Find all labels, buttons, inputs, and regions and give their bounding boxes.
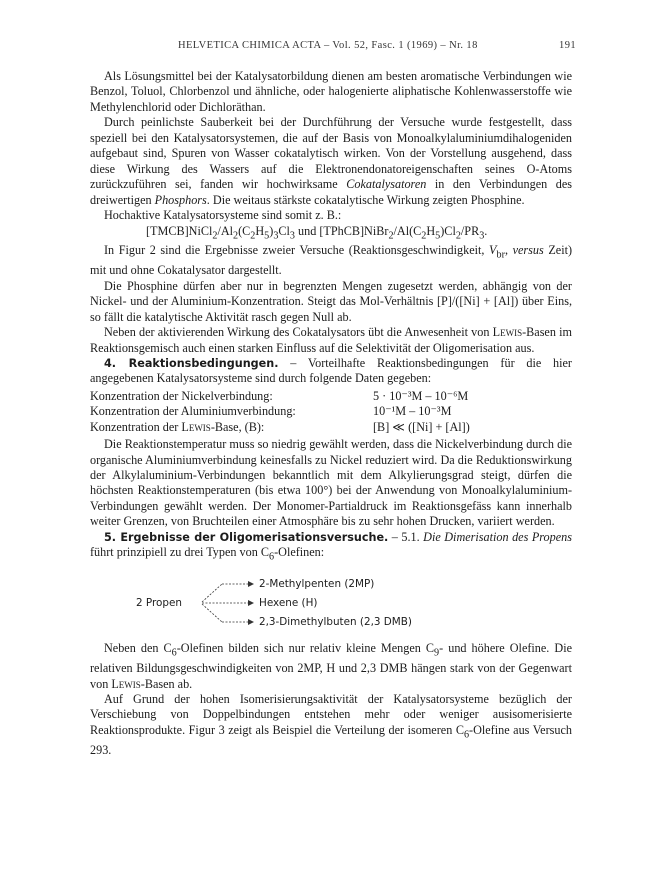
formula-part: ): [269, 223, 274, 238]
text-run: – Vorteilhafte Reaktionsbedingungen für die hier angegebenen Katalysatorsysteme sind durch folgende Daten gegeben:: [90, 356, 572, 386]
paragraph-lewis-bases: [90, 325, 572, 356]
condition-label: Konzentration der Aluminiumverbindung:: [90, 404, 296, 419]
catalyst-formula: [90, 224, 572, 244]
text-run: In Figur 2 sind die Ergebnisse zweier Versuche (Reaktionsgeschwindigkeit,: [104, 243, 490, 258]
scheme-product-dmb: 2,3-Dimethylbuten (2,3 DMB): [259, 616, 412, 629]
text-run: -Base, (B):: [210, 419, 265, 434]
arrowhead-middle: [248, 600, 254, 606]
paragraph-solvents: [90, 69, 572, 115]
formula-sub: 5: [435, 229, 441, 241]
formula-sub: 2: [233, 229, 239, 241]
formula-part: H: [426, 223, 436, 238]
conditions-row: [90, 389, 572, 404]
emphasis-phosphors: Phosphors: [154, 192, 207, 207]
formula-sub: 5: [264, 229, 270, 241]
text-run: Die Reaktionstemperatur muss so niedrig gewählt werden, dass die Nickelverbindung durch die organische Aluminiumverbindung keinesfalls zu Nickel reduziert wird. Da die Reduktionswirkung der Alkylaluminium-Verbindungen bekanntlich mit dem Alkylierungsgrad steigt, dürfen die höchsten Reaktionstemperaturen (bis etwa 100°) bei der Anwendung von Monoalkylaluminium-Verbindungen gewählt werden. Der Monomer-Partialdruck im Reaktionsgefäss kann innerhalb weiter Grenzen, von Bruchteilen einer Atmosphäre bis zu sehr hohen Drucken, variiert werden.: [90, 437, 572, 529]
conditions-row: [90, 404, 572, 419]
formula-sub: 2: [388, 229, 394, 241]
formula-sub: 3: [479, 229, 485, 241]
text-run: Neben den C: [104, 641, 172, 656]
text-run: Die Phosphine dürfen aber nur in begrenzten Mengen zugesetzt werden, abhängig von der Nickel- und der Aluminium-Konzentration. Steigt das Mol-Verhältnis [P]/([Ni] + [Al]) über Eins, so fällt die katalytische Aktivität rasch gegen Null ab.: [90, 278, 572, 324]
formula-sub: 3: [273, 229, 279, 241]
symbol-v: V: [489, 243, 497, 258]
text-run: Auf Grund der hohen Isomerisierungsaktivität der Katalysatorsysteme bezüglich der Verschiebung von Doppelbindungen entstehen mehr oder weniger ausisomerisierte Reaktionsprodukte. Figur 3 zeigt als Beispiel die Verteilung der isomeren C: [90, 691, 572, 737]
formula-part: H: [255, 223, 265, 238]
section-5-heading: 5. Ergebnisse der Oligomerisationsversuche.: [104, 530, 389, 544]
arrowhead-lower: [248, 619, 254, 625]
text-run: Zeit) mit und ohne Cokatalysator dargestellt.: [90, 243, 573, 278]
formula-part: Cl: [278, 223, 290, 238]
formula-sub: 2: [421, 229, 427, 241]
condition-value: [B] ≪ ([Ni] + [Al]): [373, 419, 470, 434]
main-text: [90, 69, 572, 758]
page-number: 191: [559, 40, 576, 51]
arrow-line-upper: [202, 584, 222, 602]
section-5-heading-paragraph: [90, 530, 572, 565]
paragraph-isomerization: [90, 692, 572, 758]
condition-value: 10⁻¹M – 10⁻³M: [373, 404, 452, 419]
paragraph-solvents-text: Als Lösungsmittel bei der Katalysatorbildung dienen am besten aromatische Verbindungen wie Benzol, Toluol, Chlorbenzol und ähnliche, oder halogenierte aliphatische Kohlenwasserstoffe wie Methylenchlorid oder Dichloräthan.: [90, 69, 572, 114]
text-run: – 5.1.: [388, 529, 424, 544]
paragraph-temperature-pressure: [90, 437, 572, 530]
paragraph-cocatalysts: [90, 115, 572, 208]
text-run: Hochaktive Katalysatorsysteme sind somit z. B.:: [104, 208, 342, 223]
subscript: 6: [463, 729, 470, 741]
text-run: in den Verbindungen des dreiwertigen: [90, 177, 572, 207]
text-run: Neben der aktivierenden Wirkung des Cokatalysators übt die Anwesenheit von: [104, 325, 493, 340]
text-run: -Olefinen bilden sich nur relativ kleine Mengen C: [176, 641, 435, 656]
text-run: Konzentration der: [90, 419, 182, 434]
condition-value: 5 · 10⁻³M – 10⁻⁶M: [373, 388, 469, 403]
running-title: HELVETICA CHIMICA ACTA – Vol. 52, Fasc. 1 (1969) – Nr. 18: [178, 40, 478, 51]
text-run: -Basen im Reaktionsgemisch auch einen starken Einfluss auf die Selektivität der Oligomerisation aus.: [90, 325, 572, 355]
subscript: 6: [269, 551, 275, 563]
running-header: [100, 40, 576, 54]
text-run: Durch peinlichste Sauberkeit bei der Durchführung der Versuche wurde festgestellt, dass speziell bei den Katalysatorsystemen, die auf der Basis von Monoalkylaluminiumdihalogeniden aufgebaut sind, Spuren von Wasser cokatalytisch wirken. Von der Vorstellung ausgehend, dass diese Wirkung des Wassers auf die Elektronendonatoreigenschaften seines O-Atoms zurückzuführen sei, fanden wir hochwirksame: [90, 115, 572, 192]
formula-part: [TPhCB]NiBr: [319, 223, 389, 238]
formula-part: [TMCB]NiCl: [146, 223, 213, 238]
conditions-row: [90, 420, 572, 435]
text-run: . Die weitaus stärkste cokatalytische Wirkung zeigten Phosphine.: [206, 192, 525, 207]
subscript: 6: [171, 647, 177, 659]
dimerization-scheme: [90, 571, 572, 635]
formula-sub: 3: [289, 229, 295, 241]
formula-part: /PR: [460, 223, 480, 238]
condition-label: Konzentration der Nickelverbindung:: [90, 388, 273, 403]
scheme-reactant: 2 Propen: [136, 597, 182, 610]
formula-sub: 2: [455, 229, 461, 241]
section-4-heading: 4. Reaktionsbedingungen.: [104, 357, 279, 371]
formula-part: und: [294, 223, 320, 238]
scheme-product-2mp: 2-Methylpenten (2MP): [259, 578, 375, 591]
paragraph-c6-olefins: [90, 641, 572, 692]
text-run: -Basen ab.: [140, 676, 193, 691]
paragraph-figure-2: [90, 243, 572, 278]
section-4-heading-paragraph: [90, 356, 572, 387]
formula-sub: 2: [212, 229, 218, 241]
formula-part: )Cl: [440, 223, 456, 238]
formula-part: /Al(C: [393, 223, 422, 238]
text-run: -Olefine aus Versuch 293.: [90, 722, 572, 757]
scheme-product-hexene: Hexene (H): [259, 597, 318, 610]
symbol-v-sub: br: [496, 249, 505, 261]
subscript: 9: [434, 647, 440, 659]
paragraph-systems-intro: [90, 208, 572, 223]
formula-sub: 2: [250, 229, 256, 241]
conditions-table: [90, 389, 572, 435]
text-run: - und höhere Olefine. Die relativen Bildungsgeschwindigkeiten von 2MP, H und 2,3 DMB hängen stark von der Gegenwart von: [90, 641, 572, 691]
paragraph-phosphine-limit: [90, 279, 572, 325]
text-run: führt prinzipiell zu drei Typen von C: [90, 545, 269, 560]
formula-part: (C: [238, 223, 251, 238]
formula-part: .: [484, 223, 488, 238]
condition-label: [90, 420, 373, 435]
arrow-line-lower: [202, 604, 222, 622]
arrowhead-upper: [248, 581, 254, 587]
text-run: -Olefinen:: [274, 545, 325, 560]
text-run: ,: [504, 243, 513, 258]
smallcaps-lewis: Lewis: [181, 419, 211, 434]
emphasis-cokatalysatoren: Cokatalysatoren: [346, 177, 427, 192]
smallcaps-lewis: Lewis: [492, 325, 523, 340]
formula-part: /Al: [217, 223, 234, 238]
smallcaps-lewis: Lewis: [111, 676, 141, 691]
emphasis-dimerisation: Die Dimerisation des Propens: [423, 529, 572, 544]
emphasis-versus: versus: [512, 243, 544, 258]
